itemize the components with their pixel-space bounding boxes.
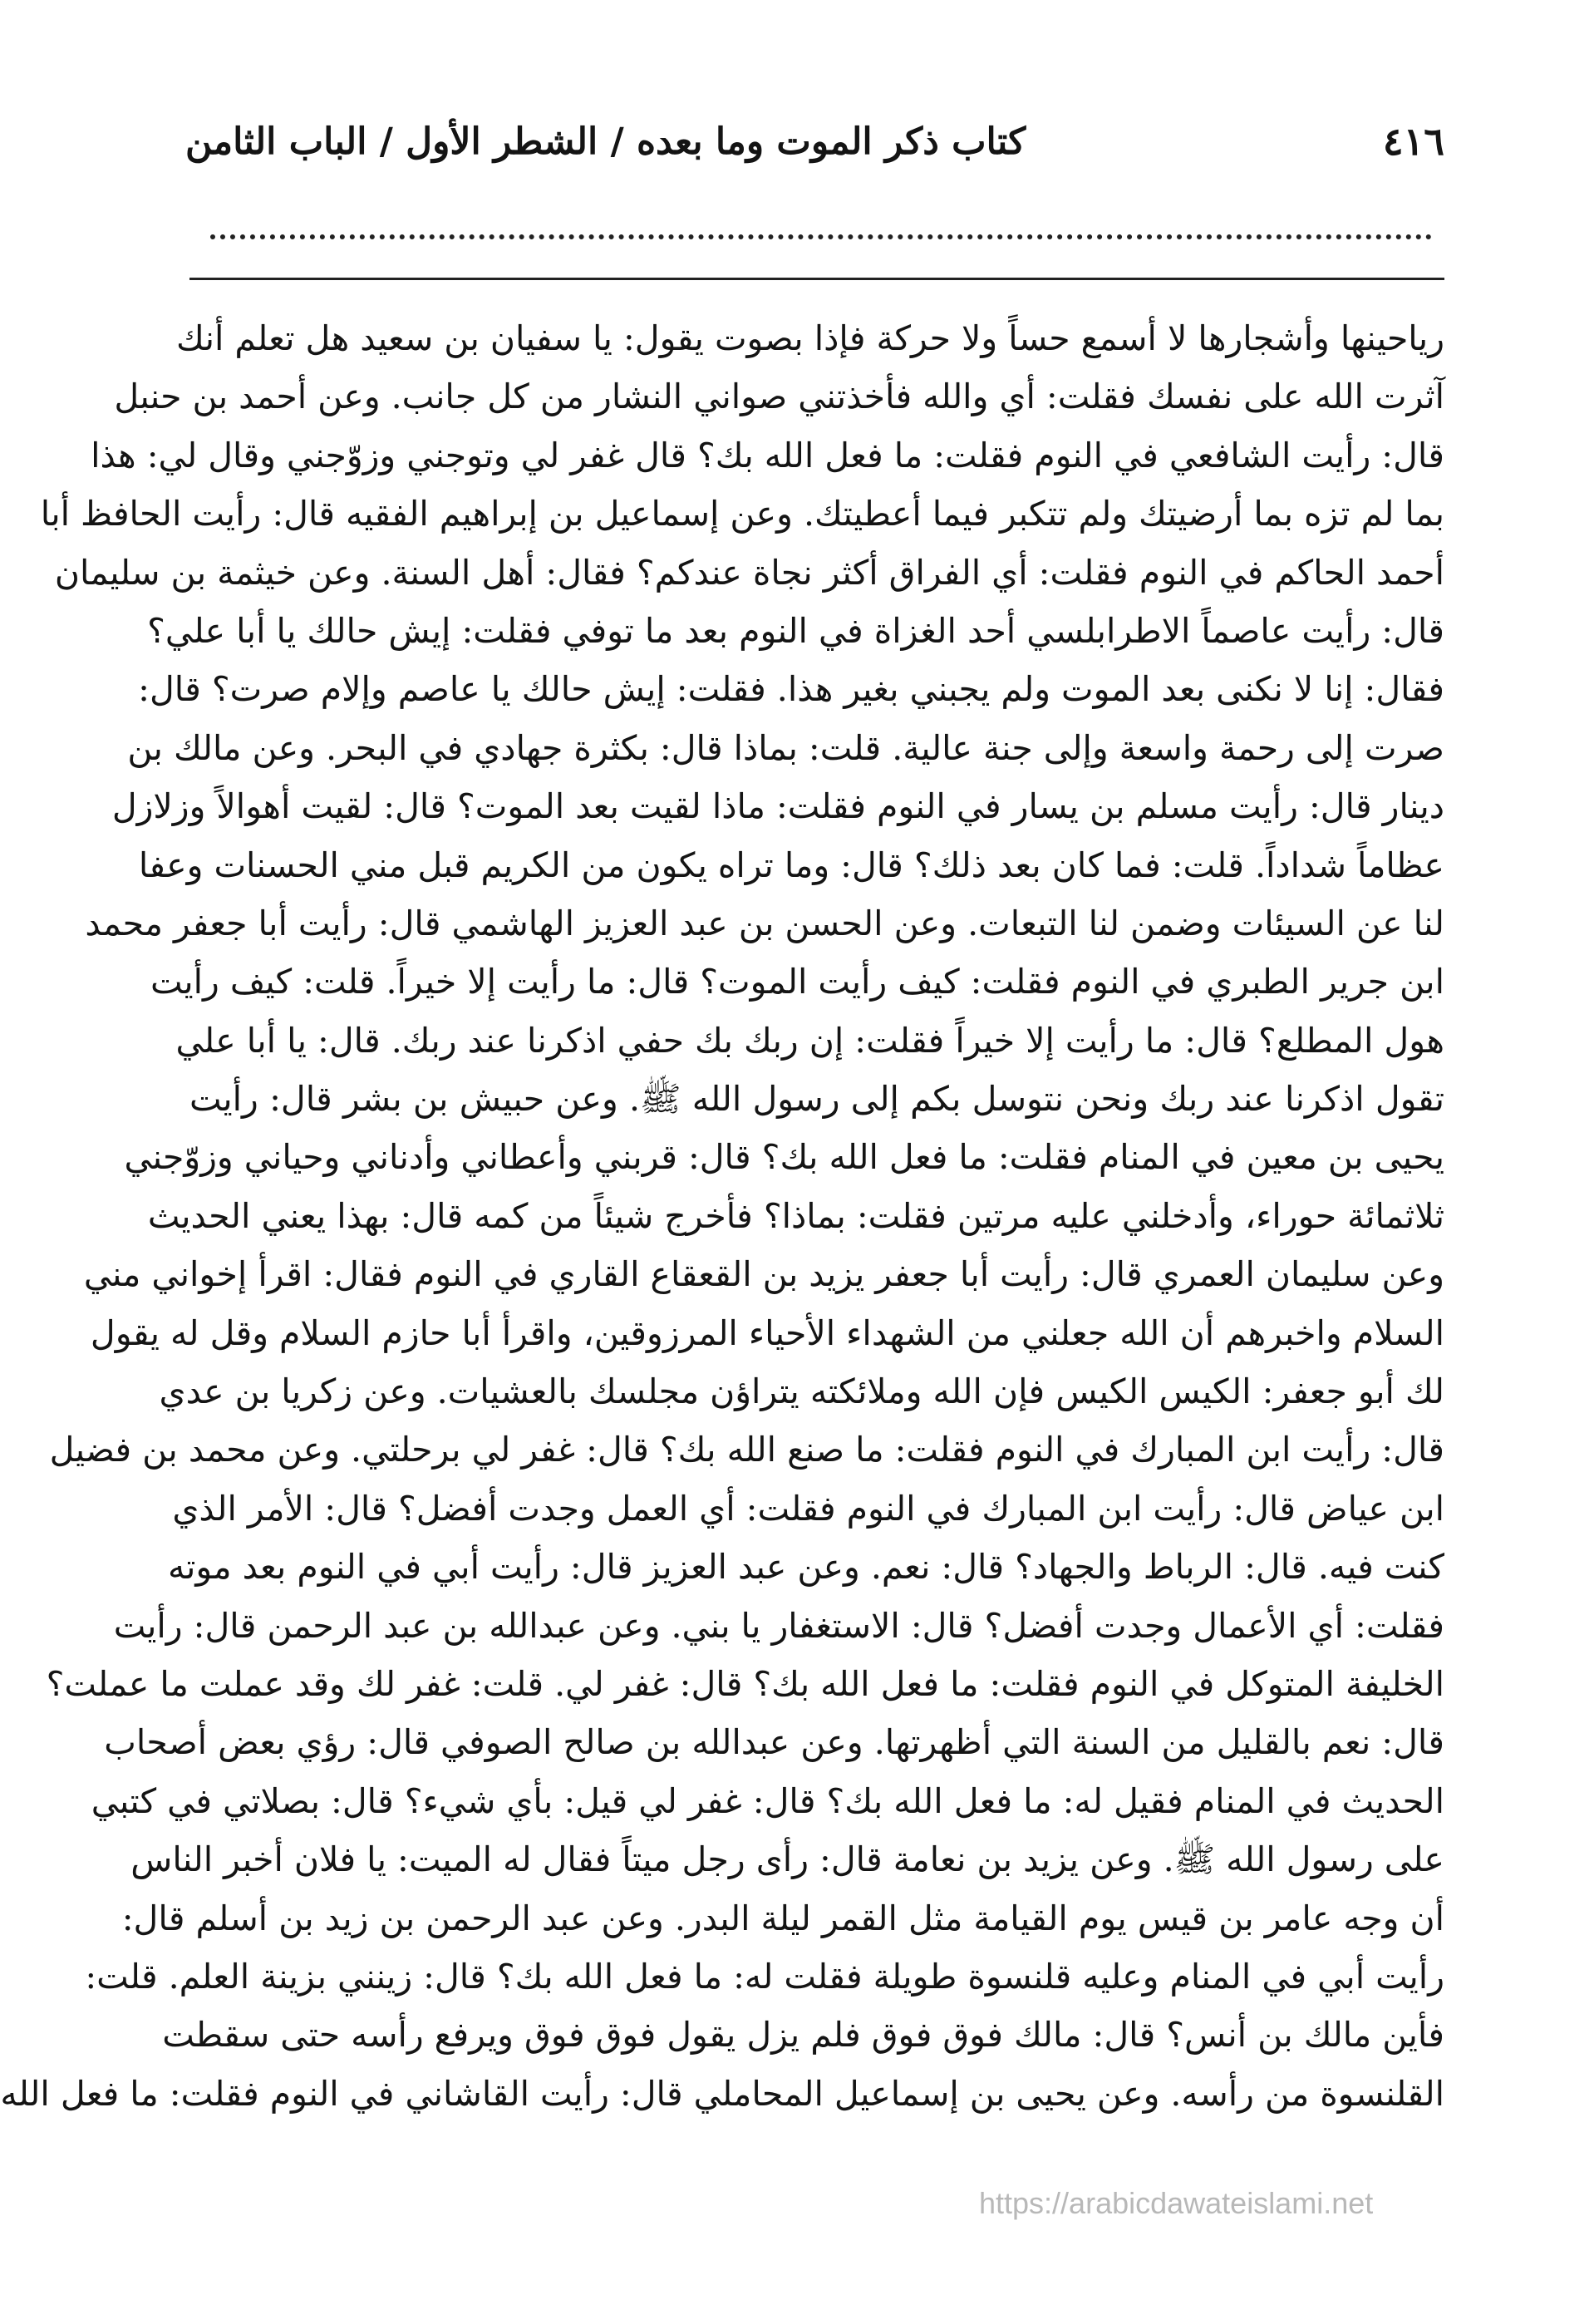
text-line: فقلت: أي الأعمال وجدت أفضل؟ قال: الاستغفار يا بني. وعن عبدالله بن عبد الرحمن قال: رأيت [113,1605,1444,1646]
text-line: فقال: إنا لا نكنى بعد الموت ولم يجبني بغير هذا. فقلت: إيش حالك يا عاصم وإلام صرت؟ قال: [138,669,1444,710]
page-number: ٤١٦ [1382,119,1444,164]
watermark-url: https://arabicdawateislami.net [979,2186,1374,2220]
text-line: فأين مالك بن أنس؟ قال: مالك فوق فوق فلم يزل يقول فوق فوق ويرفع رأسه حتى سقطت [162,2015,1444,2056]
text-line: قال: رأيت عاصماً الاطرابلسي أحد الغزاة في النوم بعد ما توفي فقلت: إيش حالك يا أبا علي؟ [147,610,1444,651]
text-line: لك أبو جعفر: الكيس الكيس فإن الله وملائكته يتراؤن مجلسك بالعشيات. وعن زكريا بن عدي [159,1371,1444,1412]
text-line: الخليفة المتوكل في النوم فقلت: ما فعل الله بك؟ قال: غفر لي. قلت: غفر لك وقد عملت ما عملت؟ [46,1663,1444,1704]
text-line: أن وجه عامر بن قيس يوم القيامة مثل القمر ليلة البدر. وعن عبد الرحمن بن زيد بن أسلم قال: [121,1898,1444,1938]
text-line: رياحينها وأشجارها لا أسمع حساً ولا حركة فإذا بصوت يقول: يا سفيان بن سعيد هل تعلم أنك [176,318,1444,358]
text-line: تقول اذكرنا عند ربك ونحن نتوسل بكم إلى رسول الله ﷺ. وعن حبيش بن بشر قال: رأيت [189,1079,1444,1120]
text-line: دينار قال: رأيت مسلم بن يسار في النوم فقلت: ماذا لقيت بعد الموت؟ قال: لقيت أهوالاً وزلازل [111,786,1444,827]
text-line: قال: رأيت الشافعي في النوم فقلت: ما فعل الله بك؟ قال غفر لي وتوجني وزوّجني وقال لي: هذا [91,435,1444,475]
running-header [185,108,1444,175]
text-line: رأيت أبي في المنام وعليه قلنسوة طويلة فقلت له: ما فعل الله بك؟ قال: زينني بزينة العلم. قلت: [85,1956,1444,1997]
text-line: السلام واخبرهم أن الله جعلني من الشهداء الأحياء المرزوقين، واقرأ أبا حازم السلام وقل له يقول [90,1312,1444,1353]
text-line: ابن عياض قال: رأيت ابن المبارك في النوم فقلت: أي العمل وجدت أفضل؟ قال: الأمر الذي [172,1488,1444,1529]
text-line: صرت إلى رحمة واسعة وإلى جنة عالية. قلت: بماذا قال: بكثرة جهادي في البحر. وعن مالك بن [127,727,1444,768]
text-line: يحيى بن معين في المنام فقلت: ما فعل الله بك؟ قال: قربني وأعطاني وأدناني وحياني وزوّجني [124,1137,1444,1178]
text-line: وعن سليمان العمري قال: رأيت أبا جعفر يزيد بن القعقاع القاري في النوم فقال: اقرأ إخواني مني [83,1254,1444,1295]
text-line: كنت فيه. قال: الرباط والجهاد؟ قال: نعم. وعن عبد العزيز قال: رأيت أبي في النوم بعد موته [168,1547,1444,1588]
text-line: القلنسوة من رأسه. وعن يحيى بن إسماعيل المحاملي قال: رأيت القاشاني في النوم فقلت: ما فعل الله [0,2073,1444,2114]
text-line: أحمد الحاكم في النوم فقلت: أي الفراق أكثر نجاة عندكم؟ فقال: أهل السنة. وعن خيثمة بن سليمان [54,552,1444,593]
text-line: بما لم تزه بما أرضيتك ولم تتكبر فيما أعطيتك. وعن إسماعيل بن إبراهيم الفقيه قال: رأيت الحافظ أبا [40,494,1444,534]
text-line: لنا عن السيئات وضمن لنا التبعات. وعن الحسن بن عبد العزيز الهاشمي قال: رأيت أبا جعفر محمد [85,903,1444,943]
text-line: الحديث في المنام فقيل له: ما فعل الله بك؟ قال: غفر لي قيل: بأي شيء؟ قال: بصلاتي في كتبي [91,1780,1444,1821]
running-header-title: كتاب ذكر الموت وما بعده / الشطر الأول / الباب الثامن [185,120,1026,163]
text-line: على رسول الله ﷺ. وعن يزيد بن نعامة قال: رأى رجل ميتاً فقال له الميت: يا فلان أخبر الناس [130,1839,1444,1880]
text-line: قال: رأيت ابن المبارك في النوم فقلت: ما صنع الله بك؟ قال: غفر لي برحلتي. وعن محمد بن فضيل [49,1430,1444,1470]
dotted-divider [210,234,1432,239]
solid-divider [189,278,1444,280]
text-line: آثرت الله على نفسك فقلت: أي والله فأخذتني صواني النشار من كل جانب. وعن أحمد بن حنبل [114,377,1444,417]
text-line: ابن جرير الطبري في النوم فقلت: كيف رأيت الموت؟ قال: ما رأيت إلا خيراً. قلت: كيف رأيت [150,962,1444,1002]
text-line: ثلاثمائة حوراء، وأدخلني عليه مرتين فقلت: بماذا؟ فأخرج شيئاً من كمه قال: بهذا يعني الحديث [147,1195,1444,1236]
body-text [0,309,1444,2123]
text-line: قال: نعم بالقليل من السنة التي أظهرتها. وعن عبدالله بن صالح الصوفي قال: رؤي بعض أصحاب [104,1722,1444,1763]
text-line: عظاماً شداداً. قلت: فما كان بعد ذلك؟ قال: وما تراه يكون من الكريم قبل مني الحسنات وعفا [138,844,1444,885]
text-line: هول المطلع؟ قال: ما رأيت إلا خيراً فقلت: إن ربك بك حفي اذكرنا عند ربك. قال: يا أبا علي [175,1020,1444,1061]
